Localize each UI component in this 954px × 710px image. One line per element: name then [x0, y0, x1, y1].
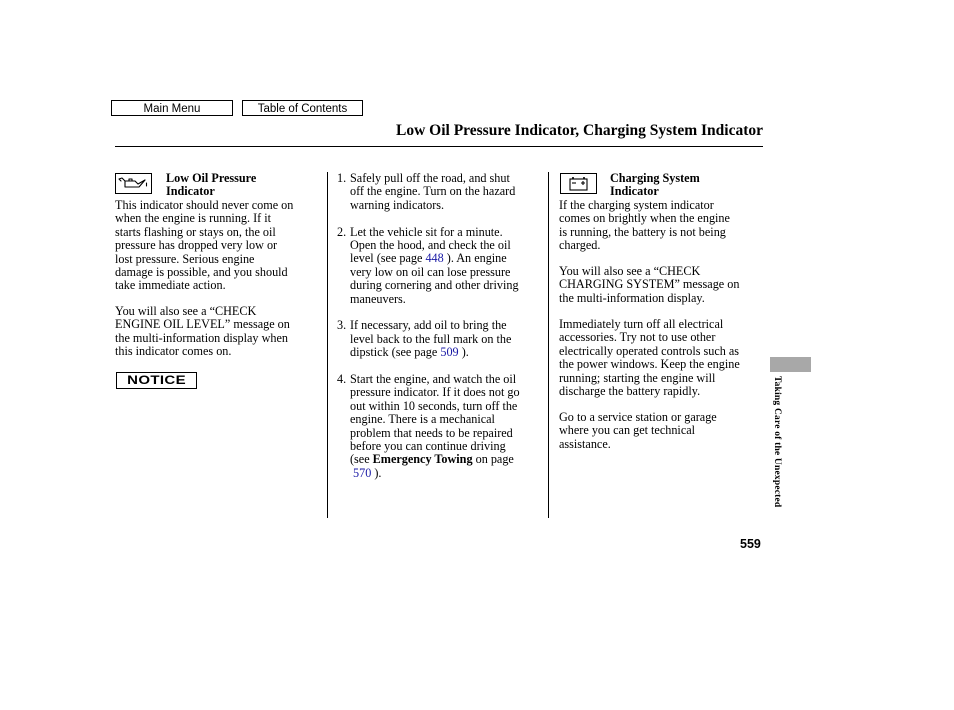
text-line: If the charging system indicator — [559, 198, 714, 212]
text-line: Go to a service station or garage — [559, 410, 717, 424]
text-line: If necessary, add oil to bring the — [350, 318, 507, 333]
text-line: out within 10 seconds, turn off the — [350, 398, 518, 413]
step-number: 2. — [337, 224, 347, 239]
text-line — [350, 346, 545, 359]
emergency-towing-ref: Emergency Towing — [372, 452, 473, 467]
page-title: Low Oil Pressure Indicator, Charging System Indicator — [396, 122, 763, 139]
text-line: the multi-information display when — [115, 330, 288, 345]
text-line: This indicator should never come on — [115, 198, 294, 212]
text-line: off the engine. Turn on the hazard — [350, 184, 516, 199]
text-line: warning indicators. — [350, 197, 445, 212]
text-line — [350, 453, 545, 466]
left-para-1 — [115, 199, 293, 293]
text-line: Start the engine, and watch the oil — [350, 372, 517, 387]
text-line: the power windows. Keep the engine — [559, 357, 740, 372]
text-line: electrically operated controls such as — [559, 343, 740, 358]
notice-label: NOTICE — [127, 373, 186, 387]
text-line: pressure has dropped very low or — [115, 238, 278, 253]
text: ). — [374, 465, 382, 480]
text: ). An engine — [446, 251, 507, 266]
section-tab-marker — [770, 357, 811, 372]
text-line: when the engine is running. If it — [115, 211, 272, 226]
text-line: where you can get technical — [559, 423, 696, 438]
section-tab-label: Taking Care of the Unexpected — [772, 376, 782, 508]
text-line: engine. There is a mechanical — [350, 412, 495, 427]
text-line: the multi-information display. — [559, 290, 705, 305]
text: on page — [475, 452, 514, 467]
right-para-1 — [559, 199, 730, 253]
column-divider-right — [548, 172, 549, 518]
text: (see — [350, 452, 370, 467]
text-line: You will also see a “CHECK — [115, 304, 257, 318]
text-line: take immediate action. — [115, 278, 226, 293]
text-line: accessories. Try not to use other — [559, 330, 716, 345]
text-line: comes on brightly when the engine — [559, 211, 730, 226]
step-item — [331, 172, 545, 212]
battery-indicator-icon — [560, 173, 597, 194]
step-item — [331, 226, 545, 306]
step-item — [331, 319, 545, 359]
table-of-contents-button[interactable]: Table of Contents — [242, 100, 363, 116]
text-line: maneuvers. — [350, 291, 406, 306]
text-line: this indicator comes on. — [115, 344, 232, 359]
text-line: CHARGING SYSTEM” message on — [559, 277, 740, 292]
text-line: starts flashing or stays on, the oil — [115, 224, 276, 239]
step-number: 1. — [337, 171, 347, 185]
heading-line: Charging System — [610, 171, 700, 185]
text: dipstick (see page — [350, 345, 438, 360]
left-para-2 — [115, 305, 290, 359]
text-line: problem that needs to be repaired — [350, 425, 513, 440]
text-line: level back to the full mark on the — [350, 331, 512, 346]
text-line: during cornering and other driving — [350, 278, 519, 293]
heading-line: Indicator — [166, 184, 215, 199]
text-line: discharge the battery rapidly. — [559, 384, 701, 399]
text: level (see page — [350, 251, 423, 266]
left-heading — [166, 172, 256, 199]
text-line: pressure indicator. If it does not go — [350, 385, 520, 400]
text-line: charged. — [559, 238, 601, 253]
text-line: before you can continue driving — [350, 439, 506, 454]
text-line: running; starting the engine will — [559, 370, 716, 385]
page-link-448[interactable]: 448 — [425, 251, 444, 266]
text-line: Let the vehicle sit for a minute. — [350, 224, 503, 239]
text-line: lost pressure. Serious engine — [115, 251, 255, 266]
page-link-570[interactable]: 570 — [353, 465, 372, 480]
text-line: assistance. — [559, 436, 611, 451]
steps-list — [331, 172, 545, 494]
text-line: damage is possible, and you should — [115, 265, 288, 280]
right-heading — [610, 172, 700, 199]
page-link-509[interactable]: 509 — [440, 345, 459, 360]
right-para-2 — [559, 265, 739, 305]
text-line — [350, 467, 545, 480]
text-line: is running, the battery is not being — [559, 224, 726, 239]
notice-link[interactable] — [116, 372, 197, 389]
title-rule — [115, 146, 763, 147]
text-line — [350, 252, 545, 265]
heading-line: Low Oil Pressure — [166, 171, 257, 185]
page-number: 559 — [740, 537, 761, 551]
step-item — [331, 373, 545, 480]
right-para-4 — [559, 411, 717, 451]
step-number: 4. — [337, 372, 347, 387]
step-number: 3. — [337, 318, 347, 333]
text-line: Safely pull off the road, and shut — [350, 171, 510, 185]
text-line: ENGINE OIL LEVEL” message on — [115, 317, 290, 332]
text-line: Immediately turn off all electrical — [559, 317, 724, 331]
right-para-3 — [559, 318, 740, 398]
heading-line: Indicator — [610, 184, 659, 199]
oil-pressure-icon — [115, 173, 152, 194]
text-line: You will also see a “CHECK — [559, 264, 701, 278]
text-line: very low on oil can lose pressure — [350, 264, 511, 279]
main-menu-button[interactable]: Main Menu — [111, 100, 233, 116]
text-line: Open the hood, and check the oil — [350, 238, 511, 253]
text: ). — [461, 345, 469, 360]
column-divider-left — [327, 172, 328, 518]
